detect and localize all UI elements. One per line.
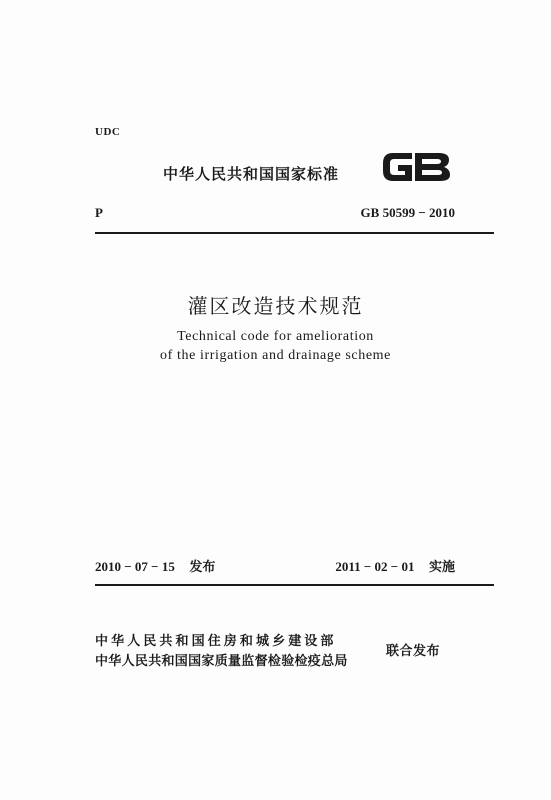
bottom-divider <box>95 584 494 586</box>
gb-logo <box>379 147 453 187</box>
implement-date: 2011 − 02 − 01 <box>335 559 415 574</box>
national-standard-heading: 中华人民共和国国家标准 <box>163 165 340 183</box>
title-english-line1: Technical code for amelioration <box>177 329 374 344</box>
joint-issue-label: 联合发布 <box>386 644 441 659</box>
top-divider <box>95 232 494 234</box>
implement-date-block <box>335 556 455 575</box>
issue-label: 发布 <box>189 560 216 575</box>
gb-logo-b-shape <box>415 153 450 181</box>
issuer-aqsiq: 中华人民共和国国家质量监督检验检疫总局 <box>95 654 348 669</box>
gb-logo-g-shape <box>383 153 412 181</box>
classification-code: P <box>95 205 103 220</box>
title-english-line2: of the irrigation and drainage scheme <box>160 348 391 363</box>
issue-date: 2010 − 07 − 15 <box>95 559 175 574</box>
standard-number: GB 50599 − 2010 <box>360 205 455 220</box>
issue-date-block <box>95 556 215 575</box>
udc-label: UDC <box>95 126 121 138</box>
implement-label: 实施 <box>428 560 455 575</box>
title-chinese: 灌区改造技术规范 <box>187 294 364 318</box>
issuer-ministry-housing: 中华人民共和国住房和城乡建设部 <box>95 634 337 649</box>
